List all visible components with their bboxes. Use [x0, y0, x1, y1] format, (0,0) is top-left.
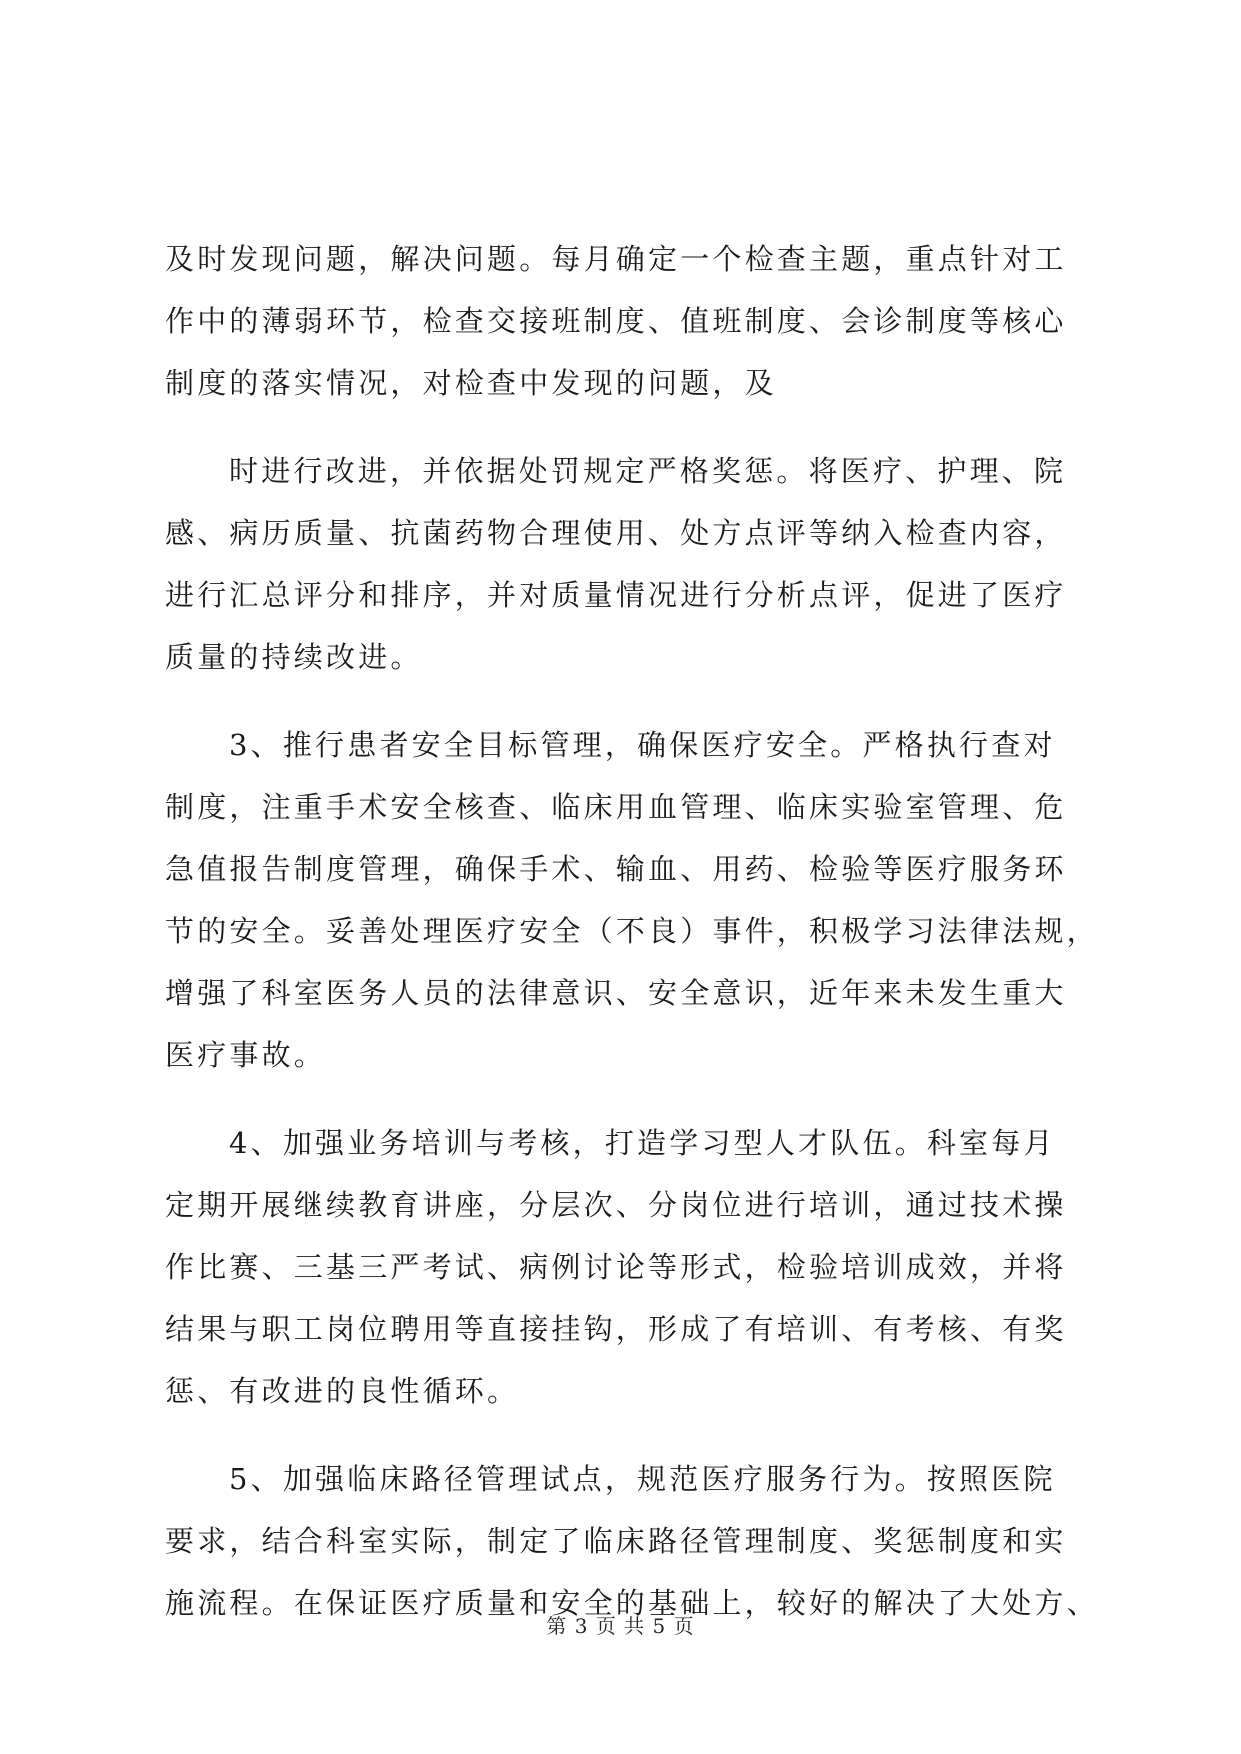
paragraph-line: 质量的持续改进。 [165, 640, 423, 674]
paragraph-2 [165, 440, 1077, 688]
paragraph-line: 及时发现问题，解决问题。每月确定一个检查主题，重点针对工 [165, 242, 1067, 276]
paragraph-line: 时进行改进，并依据处罚规定严格奖惩。将医疗、护理、院 [229, 454, 1067, 488]
paragraph-line: 增强了科室医务人员的法律意识、安全意识，近年来未发生重大 [165, 976, 1067, 1010]
paragraph-5 [165, 1448, 1099, 1634]
paragraph-line: 进行汇总评分和排序，并对质量情况进行分析点评，促进了医疗 [165, 578, 1067, 612]
paragraph-1 [165, 228, 1077, 414]
paragraph-4 [165, 1112, 1077, 1422]
paragraph-line: 结果与职工岗位聘用等直接挂钩，形成了有培训、有考核、有奖 [165, 1312, 1067, 1346]
paragraph-line: 惩、有改进的良性循环。 [165, 1374, 520, 1408]
paragraph-line: 4、加强业务培训与考核，打造学习型人才队伍。科室每月 [229, 1126, 1056, 1160]
paragraph-line: 3、推行患者安全目标管理，确保医疗安全。严格执行查对 [229, 728, 1056, 762]
paragraph-3 [165, 714, 1099, 1086]
paragraph-line: 5、加强临床路径管理试点，规范医疗服务行为。按照医院 [229, 1462, 1056, 1496]
paragraph-line: 施流程。在保证医疗质量和安全的基础上，较好的解决了大处方、 [165, 1586, 1099, 1620]
paragraph-line: 急值报告制度管理，确保手术、输血、用药、检验等医疗服务环 [165, 852, 1067, 886]
paragraph-line: 感、病历质量、抗菌药物合理使用、处方点评等纳入检查内容， [165, 516, 1067, 550]
paragraph-line: 制度的落实情况，对检查中发现的问题，及 [165, 366, 777, 400]
document-body [165, 228, 1099, 1634]
page-number-footer: 第 3 页 共 5 页 [546, 1614, 695, 1638]
paragraph-line: 节的安全。妥善处理医疗安全（不良）事件，积极学习法律法规， [165, 914, 1099, 948]
paragraph-line: 要求，结合科室实际，制定了临床路径管理制度、奖惩制度和实 [165, 1524, 1067, 1558]
paragraph-line: 作中的薄弱环节，检查交接班制度、值班制度、会诊制度等核心 [165, 304, 1067, 338]
paragraph-line: 定期开展继续教育讲座，分层次、分岗位进行培训，通过技术操 [165, 1188, 1067, 1222]
paragraph-line: 制度，注重手术安全核查、临床用血管理、临床实验室管理、危 [165, 790, 1067, 824]
paragraph-line: 作比赛、三基三严考试、病例讨论等形式，检验培训成效，并将 [165, 1250, 1067, 1284]
paragraph-line: 医疗事故。 [165, 1038, 327, 1072]
